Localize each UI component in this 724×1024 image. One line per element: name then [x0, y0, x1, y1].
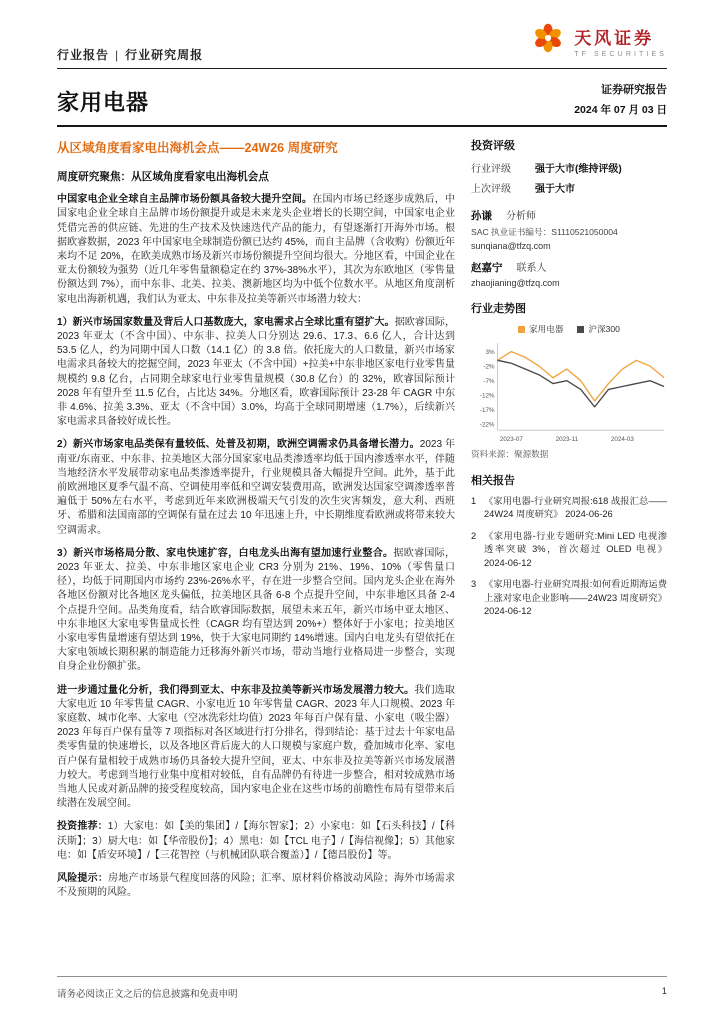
- trend-chart-svg: [471, 337, 667, 445]
- main-column: [57, 137, 455, 909]
- author-role: 联系人: [516, 263, 547, 274]
- report-date: 2024 年 07 月 03 日: [574, 104, 667, 116]
- svg-text:-2%: -2%: [483, 363, 495, 371]
- svg-text:-12%: -12%: [479, 392, 495, 400]
- related-report-link[interactable]: 《家用电器-行业研究周报:如何看近期海运费上涨对家电企业影响——24W23 周度研究》: [484, 579, 667, 603]
- related-reports-section: [471, 472, 667, 619]
- focus-heading: 周度研究聚焦：从区域角度看家电出海机会点: [57, 171, 269, 184]
- svg-text:2023-07: 2023-07: [499, 435, 523, 443]
- body-paragraph: [57, 193, 455, 307]
- brand-logo: [530, 20, 667, 61]
- related-report-num: 3: [471, 579, 477, 590]
- risk-warning: [57, 872, 455, 900]
- paragraph-text: 我们选取大家电近 10 年零售量 CAGR、小家电近 10 年零售量 CAGR、2023 年人口规模、2023 年家庭数、城市化率、大家电（空冰洗彩灶均值）2023 年每百户保有量、小家电（吸尘器）2023 年每百户保有量等 7 项指标对各区域进行打分排名，得到结论：基于过去十年家电品类零售量的快速增长，以及各地区背后庞大的人口规模与家庭户数，叠加城市化率、家电百户保有量相较于成熟市场仍具备较大提升空间，亚太、中东非及拉美等新兴市场发展潜力较大。考虑到当地行业集中度相对较低，自有品牌仍有待进一步整合，相对较成熟市场当地人民或对新品牌的接受程度较高，国内家电企业在这些市场的前瞻性布局有望带来后续潜在发展空间。: [57, 684, 456, 810]
- breadcrumb-category: 行业报告: [57, 48, 110, 62]
- svg-text:-7%: -7%: [483, 377, 495, 385]
- rating-value: 强于大市(维持评级): [535, 164, 622, 175]
- paragraph-text: 在国内市场已经逐步成熟后，中国家电企业全球自主品牌市场份额提升或是未来龙头企业增长的长期空间，中国家电企业凭借完善的供应链、先进的生产技术及快速迭代产品的能力，有望逐渐打开海外市场。根据欧睿数据，2023 年中国家电全球制造份额已达约 45%，而自主品牌（含收购）份额近年来均不足 20%，在欧美成熟市场及新兴市场份额提升空间均很大。分地区看，中国企业在亚太份额较为强势（近几年零售量额稳定在约 37%-38%水平），其次为东欧地区（零售量份额达到 7%），而中东非、北美、拉美、澳新地区均为中低个位数水平。从地区角度剖析家电出海新机遇，我们认为亚太、中东非及拉美等新兴市场潜力较大：: [57, 194, 456, 305]
- investment-recommendation: [57, 820, 455, 863]
- legend-swatch-index-icon: [577, 326, 584, 333]
- body-paragraph: [57, 547, 455, 675]
- author-name: 孙谦: [471, 210, 492, 222]
- author-name: 赵嘉宁: [471, 262, 503, 274]
- page-title: 家用电器: [57, 90, 150, 115]
- title-row: [57, 81, 667, 127]
- paragraph-lead: 1）新兴市场国家数量及背后人口基数庞大，家电需求占全球比重有望扩大。: [57, 316, 395, 328]
- related-reports-title: 相关报告: [471, 474, 515, 487]
- paragraph-text: 据欧睿国际，2023 年亚太、拉美、中东非地区家电企业 CR3 分别为 21%、19%、10%（零售量口径），均低于同期国内市场约 23%-26%水平，存在进一步整合空间。国内龙头企业在海外各地区份额对比各地区龙头偏低，拉美地区具备 6-8 个点提升空间，中东非地区具备 2-4 个点提升空间。品类角度看，结合欧睿国际数据，展望未来五年，新兴市场中亚太地区、中东非地区大家电零售量成长性（CAGR 均有望达到 20%+）整体好于小家电；拉美地区小家电零售量增速有望达到 19%，快于大家电同期约 14%增速。国内白电龙头有望依托在大家电领域长期积累的制造能力迁移海外新兴市场，带动当地行业格局进一步整合，实现自身企业份额扩张。: [57, 547, 456, 673]
- legend-item-index: [577, 323, 620, 335]
- paragraph-lead: 中国家电企业全球自主品牌市场份额具备较大提升空间。: [57, 194, 313, 206]
- rating-title: 投资评级: [471, 140, 515, 152]
- report-type-label: 证券研究报告: [601, 84, 667, 96]
- breadcrumb-subcategory: 行业研究周报: [125, 48, 204, 62]
- author-email-link[interactable]: sunqiana@tfzq.com: [471, 241, 551, 251]
- body-paragraph: [57, 316, 455, 430]
- top-header: [57, 20, 667, 69]
- svg-text:-22%: -22%: [479, 421, 495, 429]
- footer-disclaimer: 请务必阅读正文之后的信息披露和免责申明: [57, 989, 238, 1000]
- page-number: 1: [661, 986, 667, 997]
- author-email-link[interactable]: zhaojianing@tfzq.com: [471, 278, 560, 288]
- svg-text:2024-03: 2024-03: [610, 435, 634, 443]
- related-report-link[interactable]: 《家用电器-行业专题研究:Mini LED 电视渗透率突破 3%，首次超过 OLED 电视》: [484, 530, 667, 555]
- rating-row: [471, 180, 667, 195]
- rating-row: [471, 160, 667, 175]
- related-report-item[interactable]: [471, 578, 667, 619]
- legend-item-appliance: [518, 323, 563, 335]
- tf-flower-icon: [530, 20, 566, 61]
- related-report-num: 1: [471, 495, 477, 506]
- brand-name-cn: 天风证券: [574, 28, 655, 48]
- title-right: [574, 81, 667, 117]
- related-report-link[interactable]: 《家用电器-行业研究周报:618 战报汇总——24W24 周度研究》: [484, 495, 667, 520]
- brand-name-en: TF SECURITIES: [574, 50, 667, 58]
- paragraph-lead: 投资推荐：: [57, 821, 108, 833]
- paragraph-lead: 3）新兴市场格局分散、家电快速扩容，白电龙头出海有望加速行业整合。: [57, 547, 394, 559]
- paragraph-text: 1）大家电：如【美的集团】/【海尔智家】；2）小家电：如【石头科技】/【科沃斯】；3）厨大电：如【华帝股份】；4）黑电：如【TCL 电子】/【海信视像】；5）其他家电：如【盾安环境】/【三花智控（与机械团队联合覆盖）】/【德昌股份】等。: [57, 821, 455, 861]
- legend-label: 沪深300: [588, 324, 620, 334]
- breadcrumb-separator: |: [115, 48, 120, 62]
- paragraph-text: 房地产市场景气程度回落的风险；汇率、原材料价格波动风险；海外市场需求不及预期的风险。: [57, 873, 456, 899]
- legend-label: 家用电器: [529, 324, 564, 334]
- rating-label: 行业评级: [471, 164, 511, 175]
- paragraph-lead: 风险提示：: [57, 873, 109, 885]
- body-paragraph: [57, 438, 455, 537]
- author-role: 分析师: [506, 211, 536, 222]
- chart-source: 资料来源：聚源数据: [471, 448, 549, 459]
- related-report-item[interactable]: [471, 530, 667, 571]
- related-report-date: 2024-06-12: [484, 606, 532, 617]
- related-report-num: 2: [471, 530, 477, 541]
- rating-section: [471, 137, 667, 195]
- svg-text:2023-11: 2023-11: [555, 435, 579, 443]
- svg-text:-17%: -17%: [479, 407, 495, 415]
- related-report-date: 2024-06-26: [565, 509, 613, 520]
- svg-text:3%: 3%: [485, 348, 495, 356]
- rating-value: 强于大市: [535, 184, 575, 195]
- trend-chart-section: [471, 300, 667, 460]
- page-footer: [57, 976, 667, 1000]
- author: [471, 207, 667, 251]
- related-report-date: 2024-06-12: [484, 557, 532, 568]
- paragraph-lead: 2）新兴市场家电品类保有量较低、处普及初期，欧洲空调需求仍具备增长潜力。: [57, 439, 420, 451]
- chart-legend: [471, 323, 667, 335]
- trend-chart-title: 行业走势图: [471, 303, 526, 315]
- rating-label: 上次评级: [471, 184, 511, 195]
- legend-swatch-appliance-icon: [518, 326, 525, 333]
- related-report-item[interactable]: [471, 495, 667, 522]
- paragraph-text: 2023 年南亚/东南亚、中东非、拉美地区大部分国家家电品类渗透率均低于国内渗透率水平，伴随当地经济水平发展带动家电品类渗透率提升，行业规模具备大幅提升空间。此外，基于此前欧洲地区夏季气温不高、空调使用率低和空调安装费用高，欧洲发达国家空调渗透率普遍低于 50%左右水平，考虑到近年来欧洲极端天气引发的次生灾害频发，意大利、西班牙、希腊和法国南部的空调保有量在过去 10 年迅速上升，中长期维度看欧洲或将带来较大空调需求。: [57, 439, 456, 536]
- body-paragraph: [57, 684, 455, 812]
- sidebar: [471, 137, 667, 909]
- author-cert: SAC 执业证书编号：S1110521050004: [471, 227, 618, 237]
- author: [471, 259, 667, 288]
- paragraph-text: 据欧睿国际，2023 年亚太（不含中国）、中东非、拉美人口分别达 29.6、17.3、6.6 亿人，合计达到 53.5 亿人，约为同期中国人口数（14.1 亿）的 3.8 倍。依托庞大的人口数量，新兴市场家电需求具备较大的挖掘空间，2023 年亚太（不含中国）+拉美+中东非地区家电行业零售量规模约 9.8 亿台，占同期全球家电行业零售量规模（30.8 亿台）的 32%，欧睿国际预计 2028 年有望升至 11.5 亿台，占比达 34%。分地区看，欧睿国际预计 23-28 年 CAGR 中东非 4.6%、拉美 3.3%、亚太（不含中国）3.0%，均高于全球同期增速（1.7%），后续新兴家电需求具备较好成长性。: [57, 316, 455, 428]
- paragraph-lead: 进一步通过量化分析，我们得到亚太、中东非及拉美等新兴市场发展潜力较大。: [57, 684, 415, 696]
- authors-section: [471, 207, 667, 288]
- breadcrumb: [57, 46, 203, 63]
- report-subtitle: 从区域角度看家电出海机会点——24W26 周度研究: [57, 141, 338, 155]
